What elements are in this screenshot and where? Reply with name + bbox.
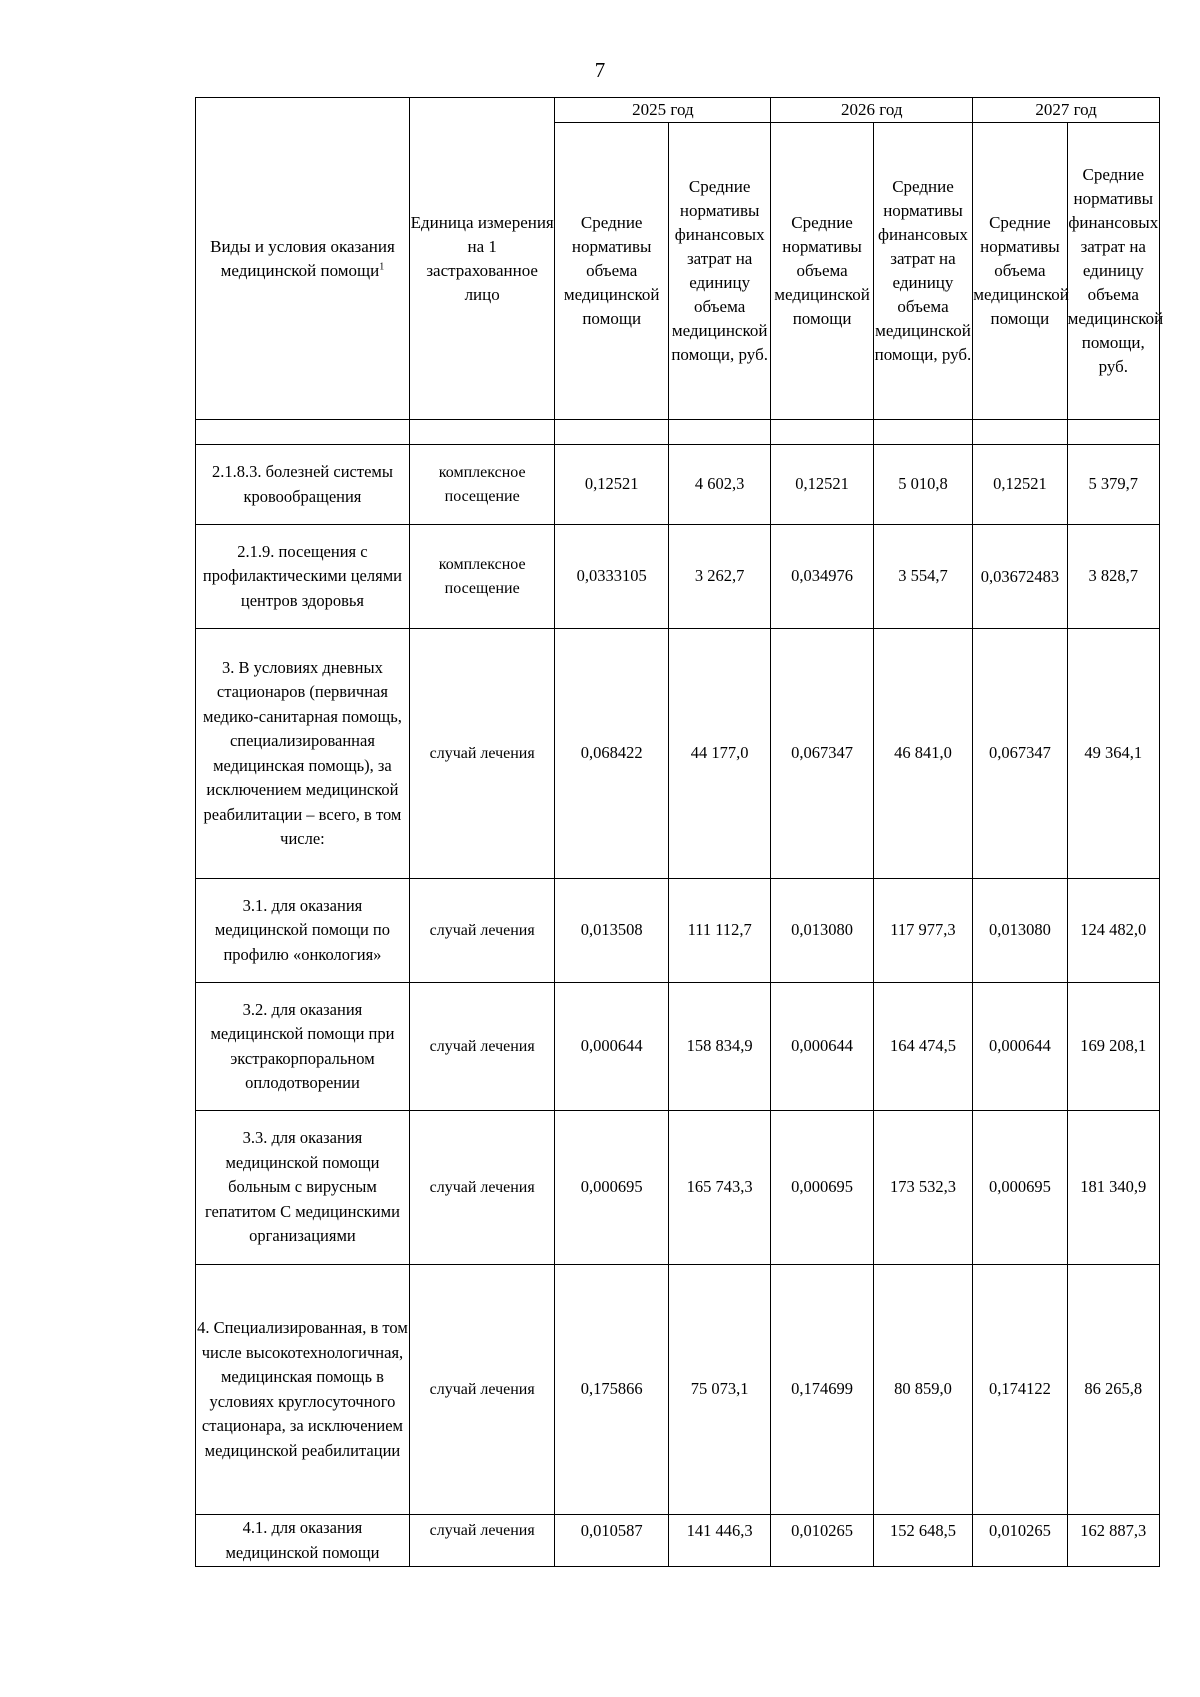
row-2025-cost: 158 834,9 [668,983,770,1111]
row-2027-cost: 169 208,1 [1067,983,1159,1111]
row-unit: случай лечения [409,879,555,983]
row-2027-cost: 181 340,9 [1067,1111,1159,1265]
row-unit: случай лечения [409,1515,555,1567]
row-2025-volume: 0,010587 [555,1515,668,1567]
row-2026-volume: 0,010265 [771,1515,873,1567]
row-unit: случай лечения [409,629,555,879]
row-2027-volume: 0,010265 [973,1515,1067,1567]
row-2025-volume: 0,068422 [555,629,668,879]
row-unit: случай лечения [409,1111,555,1265]
row-2026-cost: 5 010,8 [873,445,972,525]
row-2026-volume: 0,067347 [771,629,873,879]
row-2027-volume: 0,000695 [973,1111,1067,1265]
row-care-type: 3.2. для оказания медицинской помощи при экстракорпоральном оплодотворении [196,983,410,1111]
header-year-2026: 2026 год [771,98,973,123]
header-2026-volume: Средние нормативы объема медицинской помощи [771,123,873,420]
header-2025-volume: Средние нормативы объема медицинской помощи [555,123,668,420]
row-2027-volume: 0,12521 [973,445,1067,525]
row-2027-volume: 0,000644 [973,983,1067,1111]
header-care-type-label: Виды и условия оказания медицинской помощи [210,236,395,280]
table-row [196,445,1160,525]
row-2027-cost: 5 379,7 [1067,445,1159,525]
header-care-type [196,98,410,420]
row-2025-cost: 141 446,3 [668,1515,770,1567]
row-2027-volume: 0,013080 [973,879,1067,983]
header-year-2027: 2027 год [973,98,1160,123]
row-2027-cost: 162 887,3 [1067,1515,1159,1567]
row-2027-volume: 0,067347 [973,629,1067,879]
row-2025-volume: 0,000644 [555,983,668,1111]
row-2026-cost: 46 841,0 [873,629,972,879]
row-2026-volume: 0,034976 [771,525,873,629]
row-unit: комплексное посещение [409,445,555,525]
row-care-type: 3.3. для оказания медицинской помощи больным с вирусным гепатитом С медицинскими организациями [196,1111,410,1265]
row-unit: случай лечения [409,1265,555,1515]
row-2025-volume: 0,12521 [555,445,668,525]
row-2026-cost: 80 859,0 [873,1265,972,1515]
row-2026-volume: 0,000644 [771,983,873,1111]
row-2026-cost: 152 648,5 [873,1515,972,1567]
header-unit: Единица измерения на 1 застрахованное лицо [409,98,555,420]
row-care-type: 2.1.9. посещения с профилактическими целями центров здоровья [196,525,410,629]
table-row [196,983,1160,1111]
row-2026-cost: 164 474,5 [873,983,972,1111]
row-2026-volume: 0,12521 [771,445,873,525]
row-2027-cost: 3 828,7 [1067,525,1159,629]
row-2025-cost: 3 262,7 [668,525,770,629]
row-2026-volume: 0,000695 [771,1111,873,1265]
row-2026-cost: 173 532,3 [873,1111,972,1265]
row-care-type: 4. Специализированная, в том числе высокотехнологичная, медицинская помощь в условиях круглосуточного стационара, за исключением медицинской реабилитации [196,1265,410,1515]
table-row [196,1111,1160,1265]
row-2025-volume: 0,0333105 [555,525,668,629]
header-2027-volume: Средние нормативы объема медицинской помощи [973,123,1067,420]
row-2027-cost: 49 364,1 [1067,629,1159,879]
header-2026-cost: Средние нормативы финансовых затрат на единицу объема медицинской помощи, руб. [873,123,972,420]
medical-care-norms-table [195,97,1164,1567]
row-2027-cost: 124 482,0 [1067,879,1159,983]
row-2025-volume: 0,175866 [555,1265,668,1515]
row-care-type: 3. В условиях дневных стационаров (первичная медико-санитарная помощь, специализированная медицинская помощь), за исключением медицинской реабилитации – всего, в том числе: [196,629,410,879]
table-row [196,1515,1160,1567]
header-spacer-row [196,420,1160,445]
row-2025-volume: 0,000695 [555,1111,668,1265]
row-2027-cost: 86 265,8 [1067,1265,1159,1515]
table-row [196,1265,1160,1515]
row-care-type: 4.1. для оказания медицинской помощи [196,1515,410,1567]
row-2027-volume: 0,174122 [973,1265,1067,1515]
row-care-type: 2.1.8.3. болезней системы кровообращения [196,445,410,525]
row-unit: случай лечения [409,983,555,1111]
row-2025-cost: 111 112,7 [668,879,770,983]
table-row [196,879,1160,983]
row-2026-cost: 3 554,7 [873,525,972,629]
page-number: 7 [594,58,606,82]
row-2026-volume: 0,174699 [771,1265,873,1515]
row-2026-volume: 0,013080 [771,879,873,983]
row-2025-cost: 4 602,3 [668,445,770,525]
row-2025-cost: 75 073,1 [668,1265,770,1515]
table-row [196,525,1160,629]
row-2026-cost: 117 977,3 [873,879,972,983]
row-2025-volume: 0,013508 [555,879,668,983]
header-care-type-footnote: 1 [379,260,385,272]
row-2025-cost: 44 177,0 [668,629,770,879]
header-2025-cost: Средние нормативы финансовых затрат на единицу объема медицинской помощи, руб. [668,123,770,420]
row-unit: комплексное посещение [409,525,555,629]
header-2027-cost: Средние нормативы финансовых затрат на единицу объема медицинской помощи, руб. [1067,123,1159,420]
table-row [196,629,1160,879]
row-2027-volume: 0,03672483 [973,525,1067,629]
row-care-type: 3.1. для оказания медицинской помощи по профилю «онкология» [196,879,410,983]
row-2025-cost: 165 743,3 [668,1111,770,1265]
header-year-2025: 2025 год [555,98,771,123]
